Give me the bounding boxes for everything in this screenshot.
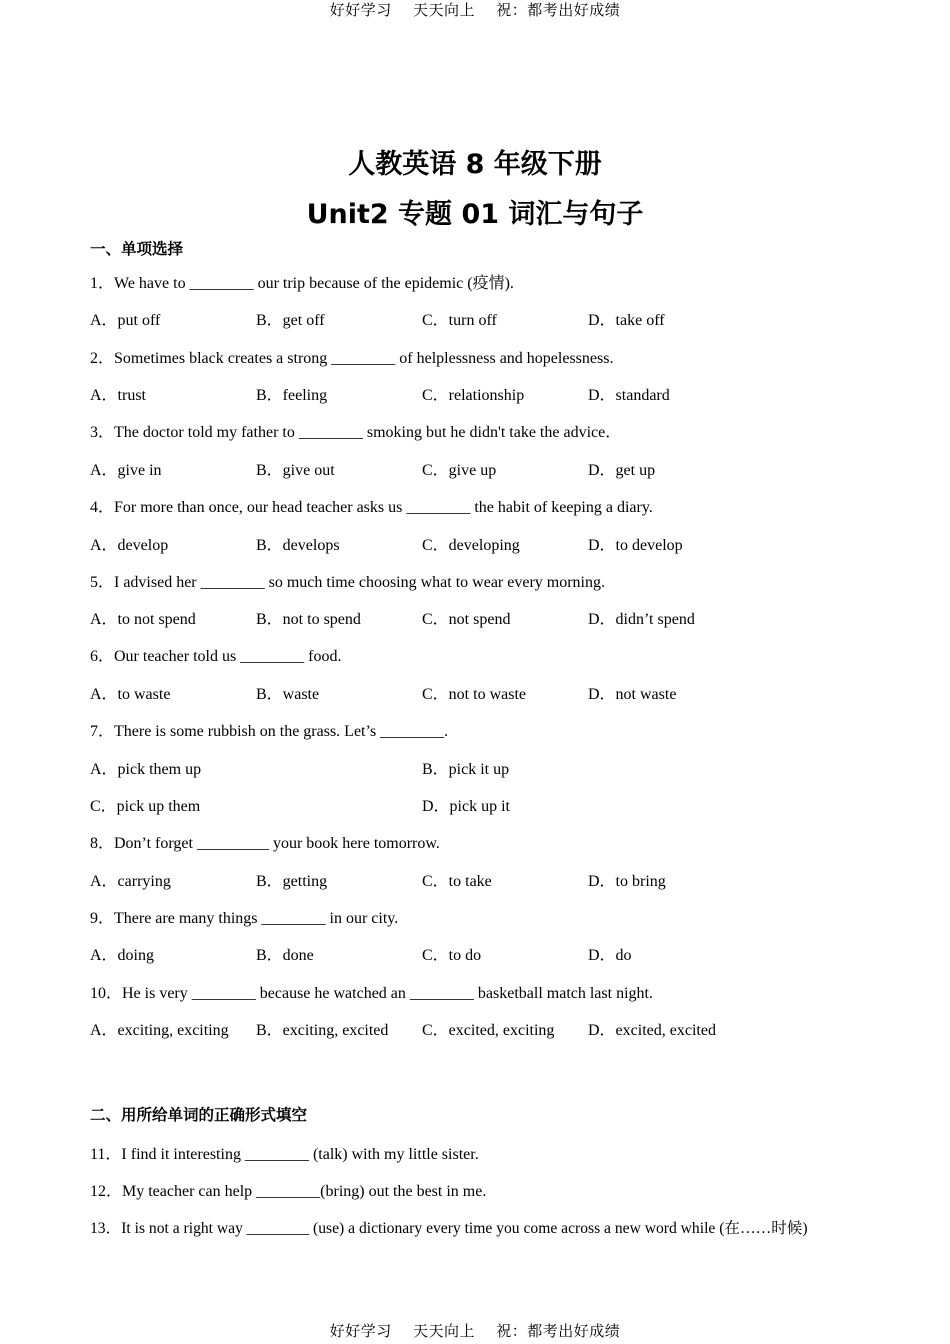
option-6c: C．not to waste bbox=[422, 686, 526, 703]
option-10c: C．excited, exciting bbox=[422, 1022, 555, 1039]
question-2: 2．Sometimes black creates a strong ________ of helplessness and hopelessness. bbox=[90, 350, 614, 367]
question-5: 5．I advised her ________ so much time choosing what to wear every morning. bbox=[90, 574, 605, 591]
section-heading-fill-in: 二、用所给单词的正确形式填空 bbox=[90, 1106, 308, 1124]
option-6b: B．waste bbox=[256, 686, 320, 703]
option-4b: B．develops bbox=[256, 537, 340, 554]
question-1: 1．We have to ________ our trip because of the epidemic (疫情). bbox=[90, 275, 514, 292]
footer-motto-2: 天天向上 bbox=[412, 1322, 475, 1340]
option-1c: C．turn off bbox=[422, 312, 497, 329]
header-motto-2: 天天向上 bbox=[412, 1, 475, 19]
option-3a: A．give in bbox=[90, 462, 162, 479]
option-8c: C．to take bbox=[422, 873, 492, 890]
fill-in-item-13: 13．It is not a right way ________ (use) a dictionary every time you come across a new word while (在……时候) bbox=[90, 1220, 808, 1237]
option-2d: D．standard bbox=[588, 387, 670, 404]
option-8b: B．getting bbox=[256, 873, 328, 890]
page-footer bbox=[0, 1320, 950, 1341]
question-9: 9．There are many things ________ in our city. bbox=[90, 910, 399, 927]
option-9b: B．done bbox=[256, 947, 314, 964]
option-3c: C．give up bbox=[422, 462, 497, 479]
option-1b: B．get off bbox=[256, 312, 325, 329]
fill-in-item-11: 11．I find it interesting ________ (talk) with my little sister. bbox=[90, 1146, 479, 1163]
option-5b: B．not to spend bbox=[256, 611, 361, 628]
option-1d: D．take off bbox=[588, 312, 665, 329]
option-8a: A．carrying bbox=[90, 873, 171, 890]
option-5a: A．to not spend bbox=[90, 611, 196, 628]
option-1a: A．put off bbox=[90, 312, 161, 329]
option-5d: D．didn’t spend bbox=[588, 611, 695, 628]
question-6: 6．Our teacher told us ________ food. bbox=[90, 648, 342, 665]
question-7: 7．There is some rubbish on the grass. Let’s ________. bbox=[90, 723, 449, 740]
option-7c: C．pick up them bbox=[90, 798, 201, 815]
header-motto-3: 祝：都考出好成绩 bbox=[496, 1, 621, 19]
option-7a: A．pick them up bbox=[90, 761, 202, 778]
question-4: 4．For more than once, our head teacher asks us ________ the habit of keeping a diary. bbox=[90, 499, 653, 516]
option-7b: B．pick it up bbox=[422, 761, 510, 778]
option-6d: D．not waste bbox=[588, 686, 677, 703]
option-10a: A．exciting, exciting bbox=[90, 1022, 229, 1039]
option-4c: C．developing bbox=[422, 537, 520, 554]
option-6a: A．to waste bbox=[90, 686, 171, 703]
page-header bbox=[0, 0, 950, 20]
footer-motto-3: 祝：都考出好成绩 bbox=[496, 1322, 621, 1340]
option-10d: D．excited, excited bbox=[588, 1022, 716, 1039]
option-8d: D．to bring bbox=[588, 873, 666, 890]
option-2a: A．trust bbox=[90, 387, 147, 404]
question-10: 10．He is very ________ because he watched an ________ basketball match last night. bbox=[90, 985, 653, 1002]
option-10b: B．exciting, excited bbox=[256, 1022, 389, 1039]
fill-in-item-12: 12．My teacher can help ________(bring) out the best in me. bbox=[90, 1183, 487, 1200]
document-title: 人教英语 8 年级下册 bbox=[348, 149, 602, 180]
option-5c: C．not spend bbox=[422, 611, 511, 628]
option-2b: B．feeling bbox=[256, 387, 328, 404]
option-9c: C．to do bbox=[422, 947, 482, 964]
header-motto-1: 好好学习 bbox=[329, 1, 392, 19]
option-9a: A．doing bbox=[90, 947, 155, 964]
question-3: 3．The doctor told my father to ________ smoking but he didn't take the advice． bbox=[90, 424, 622, 441]
option-2c: C．relationship bbox=[422, 387, 525, 404]
question-8: 8．Don’t forget _________ your book here tomorrow. bbox=[90, 835, 440, 852]
option-3b: B．give out bbox=[256, 462, 335, 479]
document-subtitle: Unit2 专题 01 词汇与句子 bbox=[306, 199, 644, 230]
footer-motto-1: 好好学习 bbox=[329, 1322, 392, 1340]
option-7d: D．pick up it bbox=[422, 798, 510, 815]
option-3d: D．get up bbox=[588, 462, 656, 479]
option-4d: D．to develop bbox=[588, 537, 683, 554]
section-heading-multiple-choice: 一、单项选择 bbox=[90, 240, 184, 258]
option-9d: D．do bbox=[588, 947, 632, 964]
option-4a: A．develop bbox=[90, 537, 169, 554]
